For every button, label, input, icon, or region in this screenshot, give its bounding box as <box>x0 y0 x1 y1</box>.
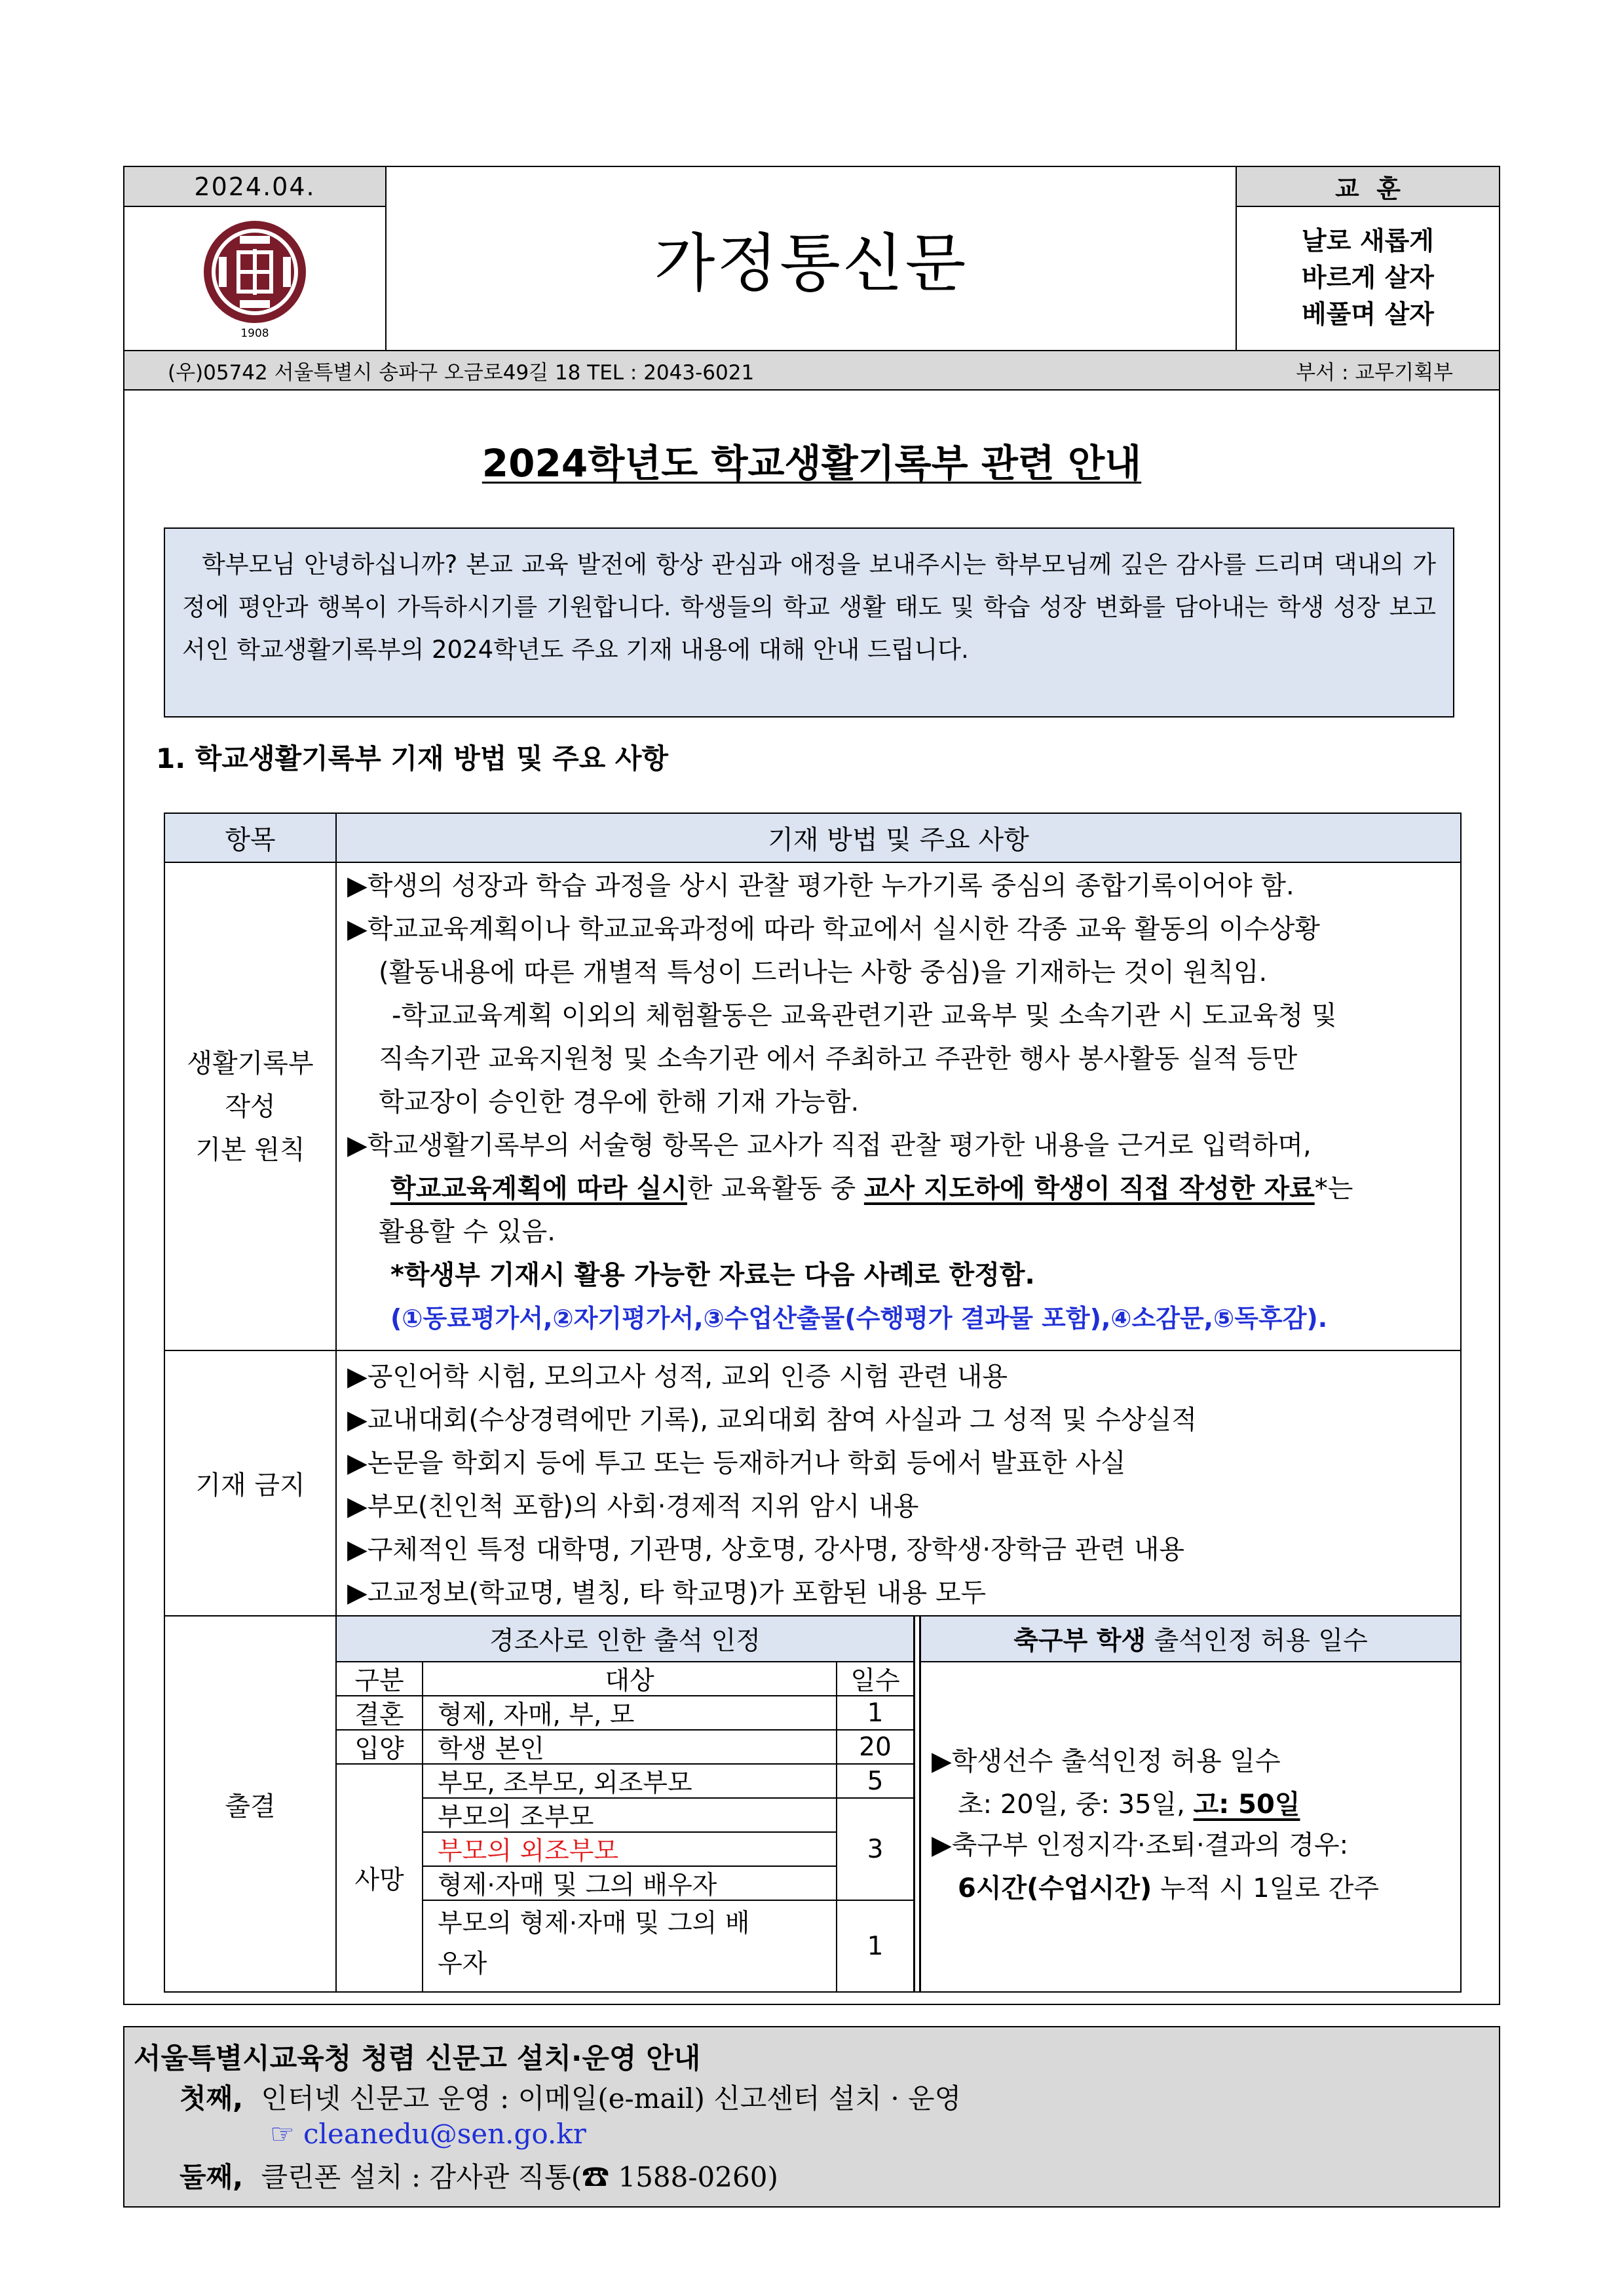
title-cell <box>387 167 1237 351</box>
soccer-title: 축구부 학생 출석인정 허용 일수 <box>921 1617 1460 1662</box>
motto-label: 교 훈 <box>1335 174 1401 203</box>
row1-line-5: 직속기관 교육지원청 및 소속기관 에서 주최하고 주관한 행사 봉사활동 실적 등만 <box>379 1044 1298 1074</box>
footer-title: 서울특별시교육청 청렴 신문고 설치·운영 안내 <box>134 2042 701 2075</box>
doc-title: 2024학년도 학교생활기록부 관련 안내 <box>482 441 1142 486</box>
row1-line-9: 활용할 수 있음. <box>379 1217 556 1247</box>
table-head-item: 항목 <box>165 814 337 863</box>
death-days-5: 1 <box>867 1931 884 1961</box>
motto-line-2: 바르게 살자 <box>1302 263 1434 293</box>
logo-cell <box>124 207 387 351</box>
logo-year: 1908 <box>240 327 269 340</box>
row2-line-4: ▶부모(친인척 포함)의 사회·경제적 지위 암시 내용 <box>347 1491 919 1521</box>
death-target-3: 부모의 외조부모 <box>423 1833 837 1867</box>
row2-line-6: ▶고교정보(학교명, 별칭, 타 학교명)가 포함된 내용 모두 <box>347 1578 987 1608</box>
col-type: 구분 <box>337 1662 423 1696</box>
date-text: 2024.04. <box>194 172 316 201</box>
row1-line-7: ▶학교생활기록부의 서술형 항목은 교사가 직접 관찰 평가한 내용을 근거로 입력하며, <box>347 1130 1312 1160</box>
row2-label: 기재 금지 <box>165 1351 337 1617</box>
school-logo-icon <box>199 216 311 341</box>
record-table <box>164 813 1462 1993</box>
row1-line-3: (활동내용에 따른 개별적 특성이 드러나는 사항 중심)을 기재하는 것이 원칙임. <box>379 957 1268 987</box>
double-divider <box>913 1617 921 1991</box>
death-target-5: 부모의 형제·자매 및 그의 배 우자 <box>423 1901 837 1991</box>
row1-line-10: *학생부 기재시 활용 가능한 자료는 다음 사례로 한정함. <box>390 1260 1035 1290</box>
soccer-line-2: 초: 20일, 중: 35일, 고: 50일 <box>958 1789 1300 1820</box>
death-days-234: 3 <box>837 1799 913 1901</box>
date-cell <box>124 167 387 207</box>
row3-label: 출결 <box>165 1617 337 1991</box>
intro-text: 학부모님 안녕하십니까? 본교 교육 발전에 항상 관심과 애정을 보내주시는 학부모님께 깊은 감사를 드리며 댁내의 가정에 평안과 행복이 가득하시기를 기원합니다. 학생들의 학교 생활 태도 및 학습 성장 변화를 담아내는 학생 성장 보고서인 학교생활기록부의 2024학년도 주요 기재 내용에 대해 안내 드립니다. <box>182 550 1436 664</box>
row2-content <box>337 1351 1460 1617</box>
row1-line-2: ▶학교교육계획이나 학교교육과정에 따라 학교에서 실시한 각종 교육 활동의 이수상황 <box>347 914 1320 944</box>
motto-label-cell <box>1237 167 1499 207</box>
row2-line-2: ▶교내대회(수상경력에만 기록), 교외대회 참여 사실과 그 성적 및 수상실적 <box>347 1405 1197 1435</box>
attendance-title: 경조사로 인한 출석 인정 <box>337 1617 913 1662</box>
dept-text: 부서 : 교무기획부 <box>1296 360 1453 385</box>
row2-line-3: ▶논문을 학회지 등에 투고 또는 등재하거나 학회 등에서 발표한 사실 <box>347 1448 1126 1478</box>
soccer-line-4: 6시간(수업시간) 누적 시 1일로 간주 <box>958 1873 1380 1904</box>
adopt-days: 20 <box>837 1731 913 1765</box>
page-title: 가정통신문 <box>654 227 968 300</box>
adopt-type: 입양 <box>337 1731 423 1765</box>
col-target: 대상 <box>423 1662 837 1696</box>
intro-box <box>164 527 1454 718</box>
marriage-days: 1 <box>837 1696 913 1731</box>
row1-line-8: 학교교육계획에 따라 실시한 교육활동 중 교사 지도하에 학생이 직접 작성한 자료*는 <box>390 1174 1353 1204</box>
death-days-1: 5 <box>837 1765 913 1799</box>
address-text: (우)05742 서울특별시 송파구 오금로49길 18 TEL : 2043-6021 <box>168 360 755 385</box>
integrity-footer <box>123 2026 1500 2208</box>
death-target-2: 부모의 조부모 <box>423 1799 837 1833</box>
motto-line-3: 베풀며 살자 <box>1302 300 1434 330</box>
footer-first: 첫째, 인터넷 신문고 운영 : 이메일(e-mail) 신고센터 설치 · 운영 <box>179 2082 962 2114</box>
motto-line-1: 날로 새롭게 <box>1302 227 1434 256</box>
row2-line-5: ▶구체적인 특정 대학명, 기관명, 상호명, 강사명, 장학생·장학금 관련 내용 <box>347 1535 1184 1565</box>
soccer-line-1: ▶학생선수 출석인정 허용 일수 <box>932 1746 1281 1776</box>
underline-school-plan: 학교교육계획에 따라 실시 <box>390 1174 687 1204</box>
marriage-target: 형제, 자매, 부, 모 <box>423 1696 837 1731</box>
attendance-table <box>337 1617 913 1991</box>
marriage-type: 결혼 <box>337 1696 423 1731</box>
death-target-1: 부모, 조부모, 외조부모 <box>423 1765 837 1799</box>
soccer-section <box>921 1617 1460 1991</box>
address-bar <box>124 351 1499 389</box>
row1-line-1: ▶학생의 성장과 학습 과정을 상시 관찰 평가한 누가기록 중심의 종합기록이어야 함. <box>347 871 1294 901</box>
row1-line-4: -학교교육계획 이외의 체험활동은 교육관련기관 교육부 및 소속기관 시 도교육청 및 <box>392 1001 1337 1031</box>
col-days: 일수 <box>837 1662 913 1696</box>
death-target-4: 형제·자매 및 그의 배우자 <box>423 1867 837 1901</box>
row1-content <box>337 863 1460 1351</box>
row1-line-6: 학교장이 승인한 경우에 한해 기재 가능함. <box>379 1087 859 1117</box>
section1-heading: 1. 학교생활기록부 기재 방법 및 주요 사항 <box>156 742 669 775</box>
motto-cell <box>1237 207 1499 351</box>
soccer-line-3: ▶축구부 인정지각·조퇴·결과의 경우: <box>932 1830 1349 1860</box>
row1-line-11: (①동료평가서,②자기평가서,③수업산출물(수행평가 결과물 포함),④소감문,⑤독후감). <box>390 1304 1328 1333</box>
row1-label: 생활기록부 작성 기본 원칙 <box>165 863 337 1351</box>
header-table <box>123 166 1500 391</box>
table-head-content: 기재 방법 및 주요 사항 <box>337 814 1460 863</box>
row2-line-1: ▶공인어학 시험, 모의고사 성적, 교외 인증 시험 관련 내용 <box>347 1362 1008 1392</box>
death-type: 사망 <box>337 1765 423 1991</box>
underline-student-material: 교사 지도하에 학생이 직접 작성한 자료 <box>863 1174 1315 1204</box>
adopt-target: 학생 본인 <box>423 1731 837 1765</box>
footer-email[interactable]: ☞ cleanedu@sen.go.kr <box>270 2118 586 2150</box>
footer-second: 둘째, 클린폰 설치 : 감사관 직통(☎ 1588-0260) <box>179 2161 778 2193</box>
